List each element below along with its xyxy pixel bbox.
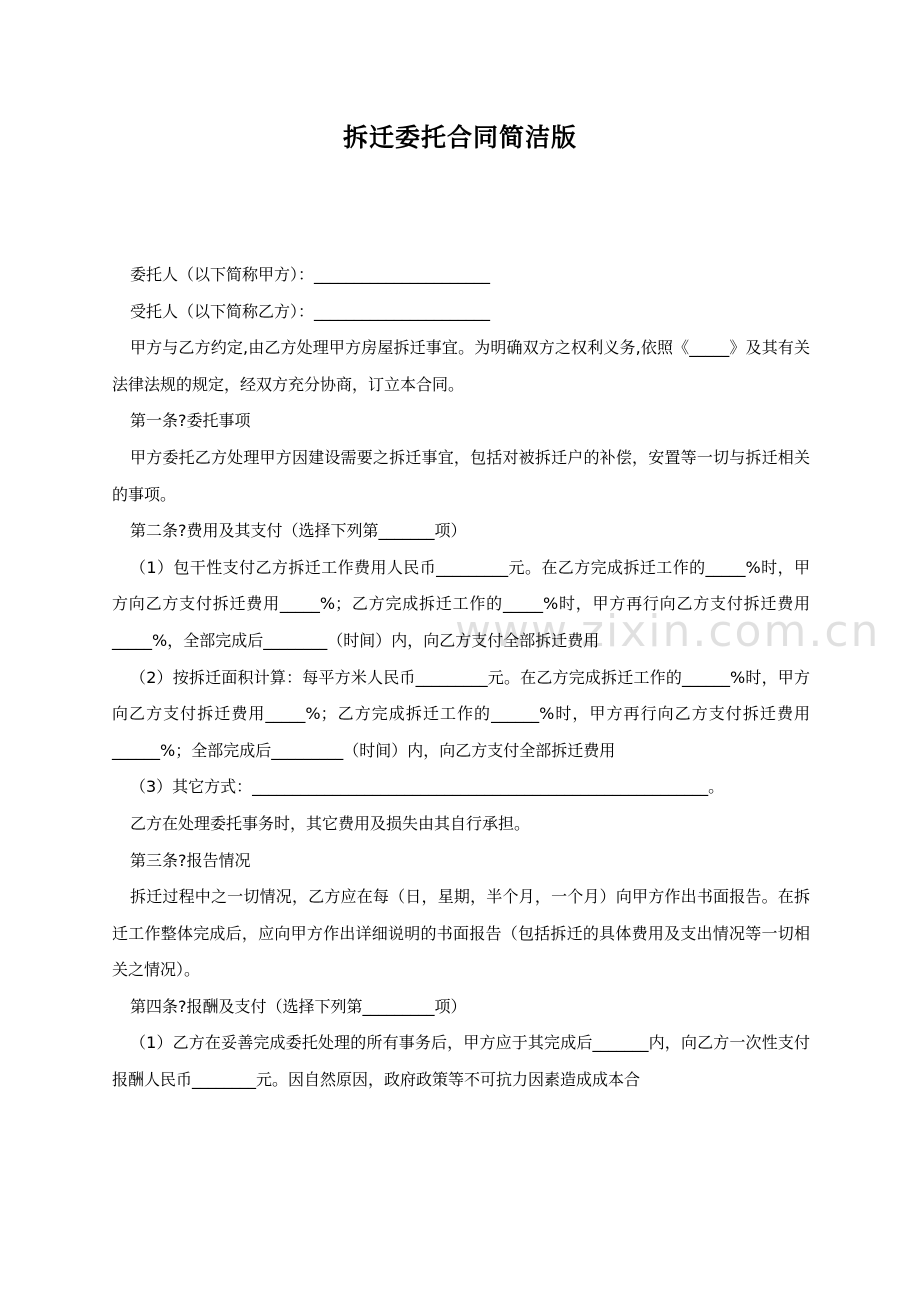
article-4-heading: 第四条?报酬及支付（选择下列第_________项）: [130, 996, 467, 1016]
document-body: [112, 257, 810, 1099]
watermark: www.zixin.com.cn: [455, 606, 881, 657]
article-4-item-1: （1）乙方在妥善完成委托处理的所有事务后，甲方应于其完成后_______内，向乙方一次性支付报酬人民币________元。因自然原因，政府政策等不可抗力因素造成成本合: [112, 1033, 810, 1090]
article-2-heading: 第二条?费用及其支付（选择下列第_______项）: [130, 521, 467, 541]
article-3-heading: 第三条?报告情况: [130, 850, 251, 870]
paragraph-preamble: 甲方与乙方约定,由乙方处理甲方房屋拆迁事宜。为明确双方之权利义务,依照《_____》及其有关法律法规的规定，经双方充分协商，订立本合同。: [112, 338, 810, 394]
article-1-heading: 第一条?委托事项: [130, 411, 251, 431]
paragraph-principal: 委托人（以下简称甲方）：______________________: [130, 265, 491, 284]
paragraph-agent: 受托人（以下简称乙方）：______________________: [130, 301, 491, 321]
article-2-item-1: （1）包干性支付乙方拆迁工作费用人民币_________元。在乙方完成拆迁工作的_____%时，甲方向乙方支付拆迁费用_____%；乙方完成拆迁工作的_____%时，甲方再行向乙方支付拆迁费用_____%，全部完成后________（时间）内，向乙方支付全部拆迁费用: [112, 557, 810, 650]
document-title: 拆迁委托合同简洁版: [342, 123, 577, 152]
article-3-text: 拆迁过程中之一切情况，乙方应在每（日，星期，半个月，一个月）向甲方作出书面报告。在拆迁工作整体完成后，应向甲方作出详细说明的书面报告（包括拆迁的具体费用及支出情况等一切相关之情况）。: [112, 887, 810, 980]
article-2-item-3: （3）其它方式：_________________________________________________________。: [130, 777, 725, 797]
article-1-text: 甲方委托乙方处理甲方因建设需要之拆迁事宜，包括对被拆迁户的补偿，安置等一切与拆迁相关的事项。: [112, 447, 810, 504]
article-2-item-2: （2）按拆迁面积计算：每平方米人民币_________元。在乙方完成拆迁工作的______%时，甲方向乙方支付拆迁费用_____%；乙方完成拆迁工作的______%时，甲方再行向乙方支付拆迁费用______%；全部完成后_________（时间）内，向乙方支付全部拆迁费用: [112, 667, 810, 760]
article-2-note: 乙方在处理委托事务时，其它费用及损失由其自行承担。: [130, 813, 531, 833]
